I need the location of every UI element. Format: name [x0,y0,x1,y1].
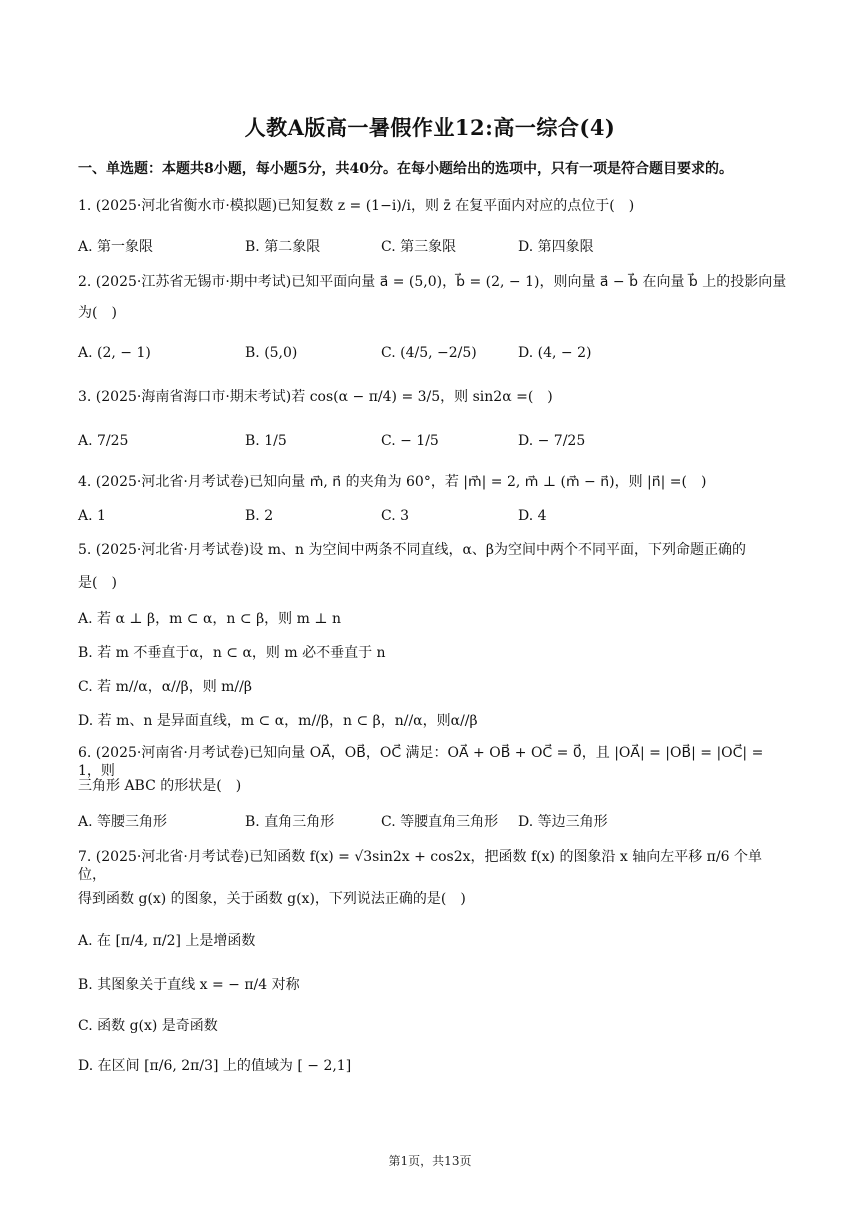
question-5-option-b: B. 若 m 不垂直于α，n ⊂ α，则 m 必不垂直于 n [78,645,386,661]
question-5-option-a: A. 若 α ⊥ β，m ⊂ α，n ⊂ β，则 m ⊥ n [78,611,341,627]
option-d: D. − 7/25 [518,433,586,449]
question-7-option-b: B. 其图象关于直线 x = − π/4 对称 [78,977,300,993]
question-3-stem: 3. (2025·海南省海口市·期末考试)若 cos(α − π/4) = 3/5，则 sin2α =( ) [78,389,553,405]
option-a: A. 1 [78,508,106,524]
option-d: D. 等边三角形 [518,814,608,830]
option-b: B. 1/5 [245,433,287,449]
question-6-options [78,811,788,831]
page-footer: 第1页，共13页 [388,1154,472,1168]
option-a: A. (2, − 1) [78,345,151,361]
question-4-stem: 4. (2025·河北省·月考试卷)已知向量 m⃗, n⃗ 的夹角为 60°，若 |m⃗| = 2, m⃗ ⊥ (m⃗ − n⃗)，则 |n⃗| =( ) [78,474,707,490]
option-b: B. 2 [245,508,274,524]
option-a: A. 等腰三角形 [78,814,168,830]
option-b: B. 第二象限 [245,239,321,255]
question-6-stem-line2: 三角形 ABC 的形状是( ) [78,778,242,794]
question-4-options [78,508,788,528]
question-7-stem-line1: 7. (2025·河北省·月考试卷)已知函数 f(x) = √3sin2x + cos2x，把函数 f(x) 的图象沿 x 轴向左平移 π/6 个单位， [78,849,762,883]
question-3-options [78,433,788,453]
option-d: D. (4, − 2) [518,345,592,361]
option-c: C. 第三象限 [381,239,457,255]
section-heading: 一、单选题：本题共8小题，每小题5分，共40分。在每小题给出的选项中，只有一项是符合题目要求的。 [78,161,733,177]
option-b: B. (5,0) [245,345,298,361]
question-7-option-d: D. 在区间 [π/6, 2π/3] 上的值域为 [ − 2,1] [78,1058,352,1074]
page-title: 人教A版高一暑假作业12:高一综合(4) [244,115,616,140]
question-2-stem-line1: 2. (2025·江苏省无锡市·期中考试)已知平面向量 a⃗ = (5,0)，b⃗ = (2, − 1)，则向量 a⃗ − b⃗ 在向量 b⃗ 上的投影向量 [78,274,787,290]
question-5-option-d: D. 若 m、n 是异面直线，m ⊂ α，m//β，n ⊂ β，n//α，则α//β [78,713,478,729]
option-a: A. 7/25 [78,433,129,449]
question-5-stem-line2: 是( ) [78,575,117,591]
question-7-stem-line2: 得到函数 g(x) 的图象，关于函数 g(x)，下列说法正确的是( ) [78,891,466,907]
question-1-stem: 1. (2025·河北省衡水市·模拟题)已知复数 z = (1−i)/i，则 z̄ 在复平面内对应的点位于( ) [78,198,635,214]
question-7-option-c: C. 函数 g(x) 是奇函数 [78,1018,218,1034]
question-7-option-a: A. 在 [π/4, π/2] 上是增函数 [78,933,256,949]
question-2-stem-line2: 为( ) [78,305,117,321]
question-6-stem-line1: 6. (2025·河南省·月考试卷)已知向量 OA⃗，OB⃗，OC⃗ 满足：OA⃗ + OB⃗ + OC⃗ = 0⃗，且 |OA⃗| = |OB⃗| = |OC⃗| = 1，则 [78,745,764,779]
option-c: C. − 1/5 [381,433,439,449]
option-a: A. 第一象限 [78,239,154,255]
question-5-option-c: C. 若 m//α，α//β，则 m//β [78,679,252,695]
option-d: D. 第四象限 [518,239,594,255]
question-2-options [78,345,788,365]
question-1-options [78,236,788,256]
option-c: C. (4/5, −2/5) [381,345,477,361]
option-c: C. 等腰直角三角形 [381,814,499,830]
question-5-stem-line1: 5. (2025·河北省·月考试卷)设 m、n 为空间中两条不同直线，α、β为空间中两个不同平面，下列命题正确的 [78,542,746,558]
option-b: B. 直角三角形 [245,814,335,830]
option-d: D. 4 [518,508,547,524]
option-c: C. 3 [381,508,410,524]
